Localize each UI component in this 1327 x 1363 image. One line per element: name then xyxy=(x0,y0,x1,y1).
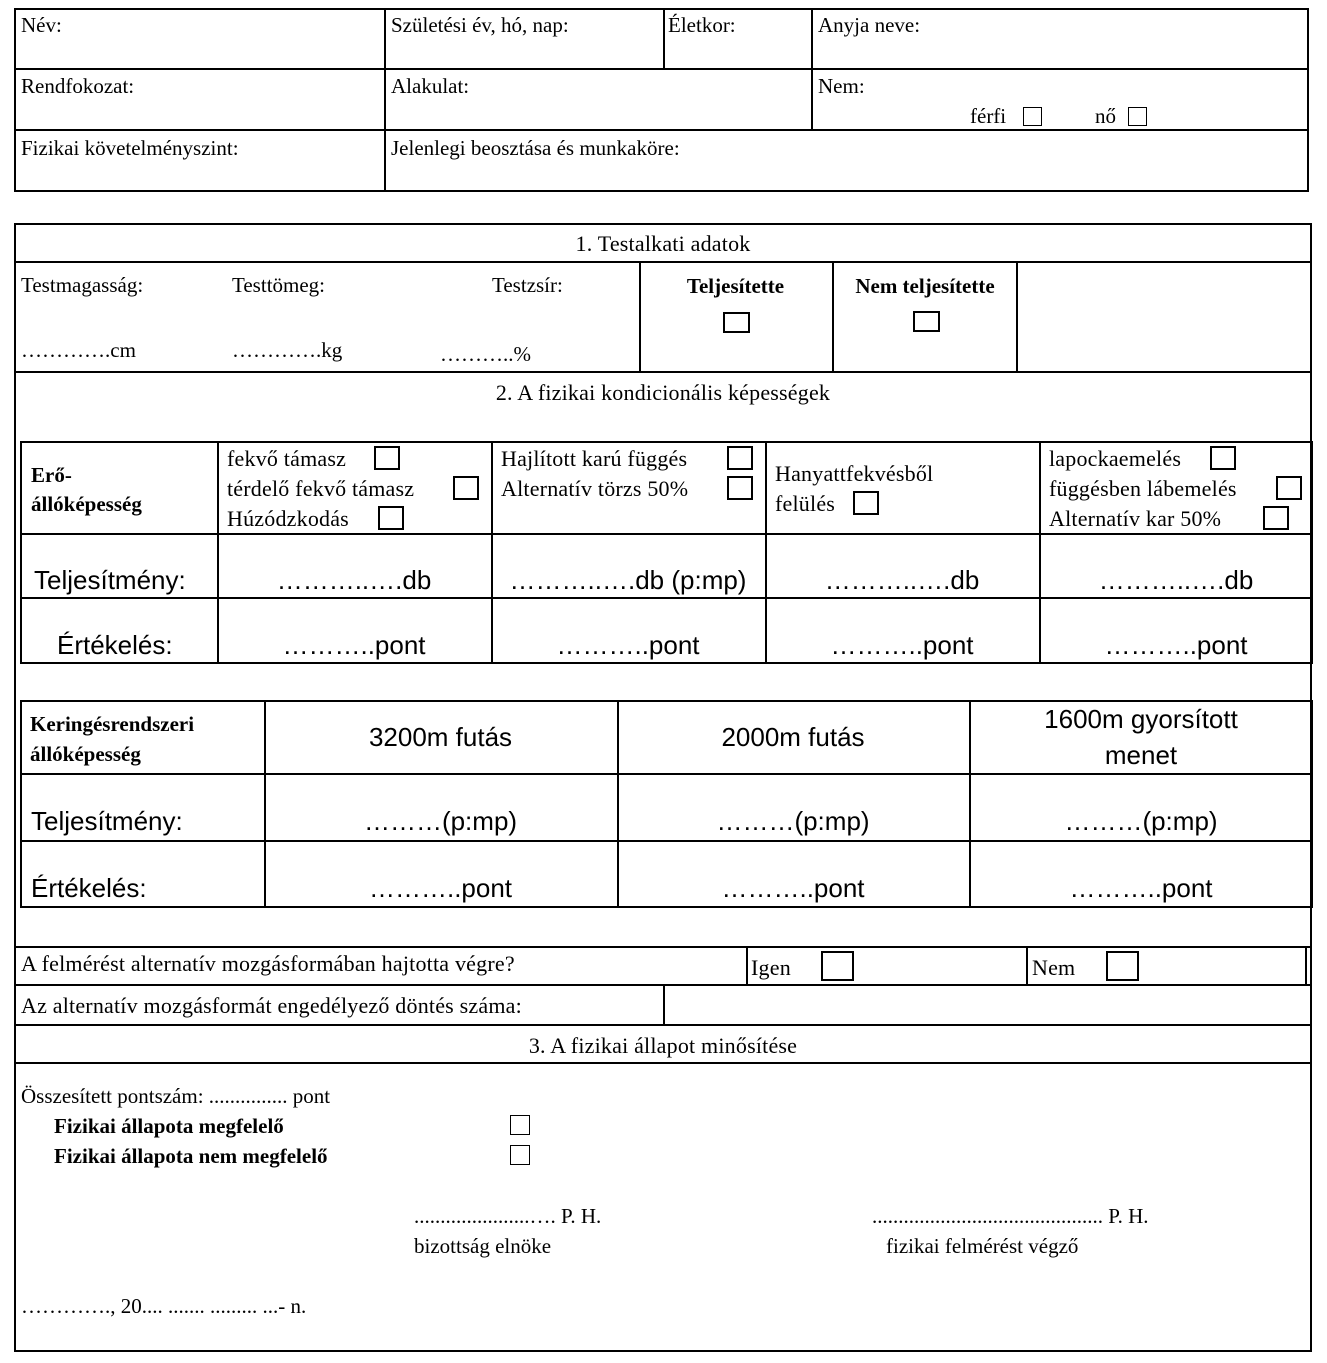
cardio-3200m: 3200m futás xyxy=(368,722,513,752)
strength-performance-value[interactable]: ………..….db xyxy=(276,565,432,595)
strength-performance-value[interactable]: ………..….db xyxy=(1098,565,1254,595)
cardio-performance-value[interactable]: ………(p:mp) xyxy=(363,806,518,836)
exercise-alt-trunk-checkbox[interactable] xyxy=(727,476,753,500)
divider xyxy=(14,371,1312,373)
cardio-evaluation-value[interactable]: ………..pont xyxy=(368,873,513,903)
exercise-hanging-leg-raise-checkbox[interactable] xyxy=(1276,476,1302,500)
female-label: nő xyxy=(1095,104,1116,128)
age-label: Életkor: xyxy=(668,13,736,37)
exercise-situp: Hanyattfekvésből xyxy=(775,461,934,486)
rank-label: Rendfokozat: xyxy=(21,74,135,98)
cardio-evaluation-label: Értékelés: xyxy=(31,873,147,903)
cardio-performance-value[interactable]: ………(p:mp) xyxy=(1064,806,1218,836)
signature-assessor-line[interactable]: ............................................ P. H. xyxy=(872,1204,1149,1228)
exercise-alt-trunk: Alternatív törzs 50% xyxy=(501,476,689,501)
strength-label: Erő- xyxy=(31,463,72,487)
exercise-hanging-leg-raise: függésben lábemelés xyxy=(1049,476,1237,501)
not-completed-label: Nem teljesítette xyxy=(855,274,995,298)
female-checkbox[interactable] xyxy=(1128,107,1147,126)
mother-name-label: Anyja neve: xyxy=(818,13,921,37)
exercise-flexed-arm-hang: Hajlított karú függés xyxy=(501,446,688,471)
exercise-alt-arm-checkbox[interactable] xyxy=(1263,506,1289,530)
not-adequate-label: Fizikai állapota nem megfelelő xyxy=(54,1144,328,1168)
signature-chair-caption: bizottság elnöke xyxy=(414,1234,552,1258)
strength-evaluation-value[interactable]: ………..pont xyxy=(830,630,974,660)
cardio-1600m-march: 1600m gyorsított xyxy=(1044,704,1238,734)
fitness-level-label: Fizikai követelményszint: xyxy=(21,136,239,160)
cardio-label: Keringésrendszeri xyxy=(30,712,195,736)
cardio-label: állóképesség xyxy=(30,742,141,766)
alternative-yes-checkbox[interactable] xyxy=(821,951,854,981)
position-label: Jelenlegi beosztása és munkaköre: xyxy=(391,136,680,160)
alternative-no-label: Nem xyxy=(1032,955,1076,980)
height-value[interactable]: ………….cm xyxy=(21,338,136,362)
alternative-no-checkbox[interactable] xyxy=(1106,951,1139,981)
completed-checkbox[interactable] xyxy=(723,312,750,333)
exercise-kneeling-pushup-checkbox[interactable] xyxy=(453,476,479,500)
body-fat-label: Testzsír: xyxy=(492,273,563,297)
divider xyxy=(14,129,1309,131)
divider xyxy=(663,984,665,1025)
strength-evaluation-value[interactable]: ………..pont xyxy=(556,630,700,660)
weight-value[interactable]: ………….kg xyxy=(232,338,343,362)
divider xyxy=(1026,946,1028,985)
strength-label: állóképesség xyxy=(31,492,142,516)
male-label: férfi xyxy=(970,104,1007,128)
divider xyxy=(746,946,748,985)
strength-evaluation-value[interactable]: ………..pont xyxy=(1104,630,1248,660)
male-checkbox[interactable] xyxy=(1023,107,1042,126)
exercise-pushup-checkbox[interactable] xyxy=(374,446,400,470)
decision-number-label: Az alternatív mozgásformát engedélyező döntés száma: xyxy=(21,993,522,1018)
divider xyxy=(14,1062,1312,1064)
sex-label: Nem: xyxy=(818,74,865,98)
adequate-checkbox[interactable] xyxy=(510,1115,530,1135)
total-points[interactable]: Összesített pontszám: ............... pont xyxy=(21,1084,331,1108)
exercise-shoulder-lift-checkbox[interactable] xyxy=(1210,446,1236,470)
section2-title: 2. A fizikai kondicionális képességek xyxy=(495,380,831,405)
exercise-shoulder-lift: lapockaemelés xyxy=(1049,446,1182,471)
section3-title: 3. A fizikai állapot minősítése xyxy=(528,1033,798,1058)
divider xyxy=(663,8,665,69)
unit-label: Alakulat: xyxy=(391,74,470,98)
divider xyxy=(14,68,1309,70)
birth-date-label: Születési év, hó, nap: xyxy=(391,13,569,37)
weight-label: Testtömeg: xyxy=(232,273,326,297)
strength-evaluation-label: Értékelés: xyxy=(57,630,173,660)
strength-performance-value[interactable]: ………..….db (p:mp) xyxy=(509,565,747,595)
exercise-pullup: Húzódzkodás xyxy=(227,506,349,531)
body-fat-value[interactable]: ………..% xyxy=(440,342,531,366)
strength-performance-label: Teljesítmény: xyxy=(34,565,186,595)
cardio-performance-label: Teljesítmény: xyxy=(31,806,183,836)
strength-evaluation-value[interactable]: ………..pont xyxy=(282,630,426,660)
exercise-alt-arm: Alternatív kar 50% xyxy=(1049,506,1222,531)
adequate-label: Fizikai állapota megfelelő xyxy=(54,1114,284,1138)
divider xyxy=(14,261,1312,263)
divider xyxy=(1305,946,1307,985)
alternative-yes-label: Igen xyxy=(751,955,791,980)
alternative-question: A felmérést alternatív mozgásformában hajtotta végre? xyxy=(21,951,515,976)
exercise-pullup-checkbox[interactable] xyxy=(378,506,404,530)
divider xyxy=(811,8,813,130)
divider xyxy=(20,773,1313,775)
cardio-2000m: 2000m futás xyxy=(721,722,865,752)
cardio-evaluation-value[interactable]: ………..pont xyxy=(721,873,865,903)
strength-performance-value[interactable]: ………..….db xyxy=(824,565,980,595)
name-label: Név: xyxy=(21,13,62,37)
exercise-situp-checkbox[interactable] xyxy=(853,491,879,515)
exercise-pushup: fekvő támasz xyxy=(227,446,347,471)
section1-title: 1. Testalkati adatok xyxy=(575,231,751,256)
divider xyxy=(14,1024,1312,1026)
not-completed-checkbox[interactable] xyxy=(913,311,940,332)
exercise-situp: felülés xyxy=(775,491,836,516)
completed-label: Teljesítette xyxy=(686,274,785,298)
date-line[interactable]: …………., 20.... ....... ......... ...- n. xyxy=(21,1294,307,1318)
exercise-flexed-arm-hang-checkbox[interactable] xyxy=(727,446,753,470)
not-adequate-checkbox[interactable] xyxy=(510,1145,530,1165)
personal-data-table xyxy=(14,8,1309,192)
cardio-evaluation-value[interactable]: ………..pont xyxy=(1069,873,1213,903)
exercise-kneeling-pushup: térdelő fekvő támasz xyxy=(227,476,415,501)
height-label: Testmagasság: xyxy=(21,273,144,297)
signature-chair-line[interactable]: ......................…. P. H. xyxy=(414,1204,602,1228)
divider xyxy=(20,533,1313,535)
divider xyxy=(20,840,1313,842)
divider xyxy=(384,8,386,192)
divider xyxy=(20,597,1313,599)
signature-assessor-caption: fizikai felmérést végző xyxy=(886,1234,1079,1258)
divider xyxy=(14,946,1312,948)
cardio-1600m-march: menet xyxy=(1104,740,1178,770)
cardio-performance-value[interactable]: ………(p:mp) xyxy=(716,806,870,836)
